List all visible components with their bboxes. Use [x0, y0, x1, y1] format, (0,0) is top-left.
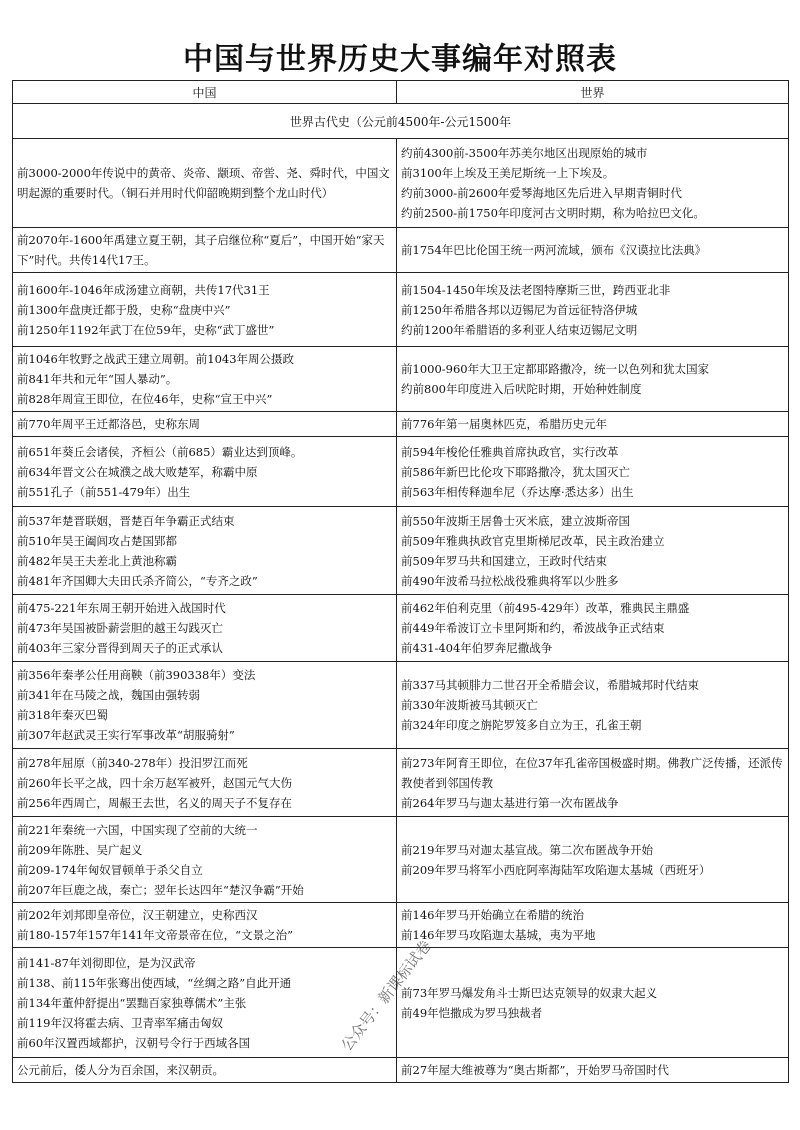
- world-event: 前1754年巴比伦国王统一两河流域，颁布《汉谟拉比法典》: [401, 243, 707, 257]
- world-event: 前1000-960年大卫王定都耶路撒冷，统一以色列和犹太国家: [401, 362, 710, 376]
- world-event: 前449年希波订立卡里阿斯和约，希波战争正式结束: [401, 621, 665, 635]
- china-event: 前134年董仲舒提出“罢黜百家独尊儒术”主张: [17, 995, 247, 1010]
- china-event: 前828年周宣王即位，在位46年，史称“宣王中兴”: [17, 392, 273, 406]
- world-event: 前264年罗马与迦太基进行第一次布匿战争: [401, 795, 619, 810]
- china-event: 前475-221年东周王朝开始进入战国时代: [17, 601, 226, 615]
- world-event: 前594年梭伦任雅典首席执政官，实行改革: [401, 444, 619, 459]
- world-event: 前550年波斯王居鲁士灭米底，建立波斯帝国: [401, 513, 630, 528]
- world-event: 前49年恺撒成为罗马独裁者: [401, 1005, 543, 1020]
- world-cell: [397, 507, 789, 595]
- table-row: [13, 749, 789, 817]
- world-event: 前509年雅典执政官克里斯梯尼改革，民主政治建立: [401, 533, 665, 548]
- china-event: 前403年三家分晋得到周天子的正式承认: [17, 641, 223, 655]
- era-label: 世界古代史（公元前4500年-公元1500年: [13, 104, 789, 139]
- china-event: 前482年吴王夫差北上黄池称霸: [17, 553, 177, 568]
- china-event: 前207年巨鹿之战，秦亡；翌年长达四年“楚汉争霸”开始: [17, 882, 304, 897]
- china-cell: [13, 347, 397, 412]
- china-cell: [13, 662, 397, 749]
- china-event: 前770年周平王迁都洛邑，史称东周: [17, 417, 200, 431]
- china-event: 前537年楚晋联姻，晋楚百年争霸正式结束: [17, 513, 235, 528]
- world-event: 前563年相传释迦牟尼（乔达摩·悉达多）出生: [401, 484, 634, 499]
- world-event: 前509年罗马共和国建立，王政时代结束: [401, 553, 607, 568]
- china-event: 前209年陈胜、吴广起义: [17, 842, 143, 857]
- world-event: 前586年新巴比伦攻下耶路撒冷，犹太国灭亡: [401, 464, 630, 479]
- table-row: [13, 347, 789, 412]
- world-event: 前73年罗马爆发角斗士斯巴达克领导的奴隶大起义: [401, 985, 658, 1000]
- world-cell: [397, 347, 789, 412]
- china-event: 前138、前115年张骞出使西域，“丝绸之路”自此开通: [17, 975, 292, 990]
- table-row: [13, 662, 789, 749]
- world-cell: [397, 595, 789, 662]
- china-event: 前221年秦统一六国，中国实现了空前的大统一: [17, 822, 258, 837]
- china-event: 前551孔子（前551-479年）出生: [17, 484, 191, 499]
- world-cell: [397, 948, 789, 1058]
- china-event: 前841年共和元年“国人暴动”。: [17, 372, 178, 386]
- china-event: 前3000-2000年传说中的黄帝、炎帝、颛顼、帝喾、尧、舜时代，中国文明起源的重要时代。（铜石并用时代仰韶晚期到整个龙山时代）: [17, 166, 390, 200]
- world-cell: [397, 662, 789, 749]
- china-cell: [13, 507, 397, 595]
- china-cell: [13, 749, 397, 817]
- world-cell: [397, 228, 789, 273]
- page-title: 中国与世界历史大事编年对照表: [183, 42, 617, 77]
- china-cell: [13, 273, 397, 347]
- table-row: [13, 139, 789, 228]
- world-event: 约前4300前-3500年苏美尔地区出现原始的城市: [401, 146, 648, 160]
- china-event: 前651年葵丘会诸侯，齐桓公（前685）霸业达到顶峰。: [17, 444, 303, 459]
- china-cell: [13, 817, 397, 903]
- china-cell: [13, 412, 397, 437]
- china-event: 前256年西周亡，周赧王去世，名义的周天子不复存在: [17, 795, 292, 810]
- column-header-world: 世界: [397, 81, 789, 104]
- china-event: 前473年吴国被卧薪尝胆的越王勾践灭亡: [17, 621, 223, 635]
- world-event: 前3100年上埃及王美尼斯统一上下埃及。: [401, 166, 615, 180]
- china-event: 前1300年盘庚迁都于殷，史称“盘庚中兴”: [17, 302, 231, 317]
- world-event: 约前3000-前2600年爱琴海地区先后进入早期青铜时代: [401, 186, 682, 200]
- world-event: 前146年罗马攻陷迦太基城，夷为平地: [401, 928, 596, 942]
- world-event: 前330年波斯被马其顿灭亡: [401, 698, 538, 712]
- world-event: 前273年阿育王即位，在位37年孔雀帝国极盛时期。佛教广泛传播，还派传教使者到邻国传教: [401, 755, 783, 790]
- table-row: [13, 412, 789, 437]
- world-event: 前209年罗马将军小西庇阿率海陆军攻陷迦太基城（西班牙）: [401, 862, 711, 877]
- china-event: 前202年刘邦即皇帝位，汉王朝建立，史称西汉: [17, 908, 258, 922]
- table-row: [13, 273, 789, 347]
- world-cell: [397, 273, 789, 347]
- china-cell: [13, 595, 397, 662]
- world-event: 前462年伯利克里（前495-429年）改革，雅典民主鼎盛: [401, 601, 690, 615]
- china-event: 前634年晋文公在城濮之战大败楚军，称霸中原: [17, 464, 258, 479]
- china-event: 前141-87年刘彻即位，是为汉武帝: [17, 955, 196, 970]
- world-event: 前146年罗马开始确立在希腊的统治: [401, 908, 584, 922]
- china-cell: [13, 139, 397, 228]
- world-cell: [397, 437, 789, 507]
- china-cell: [13, 903, 397, 948]
- table-row: [13, 228, 789, 273]
- china-cell: [13, 437, 397, 507]
- era-row: [13, 104, 789, 139]
- world-cell: [397, 412, 789, 437]
- china-event: 前119年汉将霍去病、卫青率军痛击匈奴: [17, 1015, 223, 1030]
- china-cell: [13, 228, 397, 273]
- world-event: 前27年屋大维被尊为“奥古斯都”，开始罗马帝国时代: [401, 1063, 669, 1077]
- table-row: [13, 437, 789, 507]
- china-event: 前180-157年157年141年文帝景帝在位，“文景之治”: [17, 928, 293, 942]
- china-cell: [13, 1058, 397, 1083]
- table-row: [13, 507, 789, 595]
- world-cell: [397, 139, 789, 228]
- china-event: 前1046年牧野之战武王建立周朝。前1043年周公摄政: [17, 352, 295, 366]
- world-event: 前1504-1450年埃及法老图特摩斯三世，跨西亚北非: [401, 282, 671, 297]
- world-event: 前337马其顿腓力二世召开全希腊会议，希腊城邦时代结束: [401, 678, 699, 692]
- table-row: [13, 1058, 789, 1083]
- header-row: [13, 81, 789, 104]
- china-event: 公元前后，倭人分为百余国，来汉朝贡。: [17, 1063, 224, 1077]
- table-row: [13, 595, 789, 662]
- china-event: 前260年长平之战，四十余万赵军被歼，赵国元气大伤: [17, 775, 292, 790]
- world-cell: [397, 1058, 789, 1083]
- china-event: 前2070年-1600年禹建立夏王朝，其子启继位称“夏后”，中国开始“家天下”时代。共传14代17王。: [17, 233, 385, 267]
- world-event: 前431-404年伯罗奔尼撒战争: [401, 641, 553, 655]
- world-event: 前490年波希马拉松战役雅典将军以少胜多: [401, 573, 619, 588]
- china-event: 前1250年1192年武丁在位59年，史称“武丁盛世”: [17, 322, 275, 337]
- world-cell: [397, 903, 789, 948]
- world-event: 前1250年希腊各邦以迈锡尼为首远征特洛伊城: [401, 302, 638, 317]
- china-event: 前341年在马陵之战，魏国由强转弱: [17, 688, 200, 702]
- china-event: 前307年赵武灵王实行军事改革“胡服骑射”: [17, 728, 235, 742]
- world-event: 约前2500-前1750年印度河古文明时期，称为哈拉巴文化。: [401, 206, 705, 220]
- china-event: 前278年屈原（前340-278年）投汨罗江而死: [17, 755, 248, 770]
- world-event: 前324年印度之旃陀罗笈多自立为王，孔雀王朝: [401, 718, 642, 732]
- table-row: [13, 903, 789, 948]
- china-event: 前318年秦灭巴蜀: [17, 708, 108, 722]
- world-event: 约前1200年希腊语的多利亚人结束迈锡尼文明: [401, 322, 638, 337]
- china-event: 前209-174年匈奴冒顿单于杀父自立: [17, 862, 203, 877]
- world-event: 前776年第一届奥林匹克，希腊历史元年: [401, 417, 607, 431]
- china-event: 前481年齐国卿大夫田氏杀齐简公，“专齐之政”: [17, 573, 258, 588]
- china-event: 前60年汉置西域都护，汉朝号令行于西域各国: [17, 1035, 251, 1050]
- column-header-china: 中国: [13, 81, 397, 104]
- world-event: 约前800年印度进入后吠陀时期，开始种姓制度: [401, 382, 642, 396]
- chronology-table: [12, 80, 789, 1083]
- china-event: 前1600年-1046年成汤建立商朝，共传17代31王: [17, 282, 270, 297]
- world-cell: [397, 749, 789, 817]
- world-event: 前219年罗马对迦太基宣战。第二次布匿战争开始: [401, 842, 653, 857]
- table-row: [13, 817, 789, 903]
- world-cell: [397, 817, 789, 903]
- china-event: 前510年吴王阖闾攻占楚国郢都: [17, 533, 177, 548]
- china-event: 前356年秦孝公任用商鞅（前390338年）变法: [17, 668, 256, 682]
- watermark-text: 公众号：新课标试卷: [337, 936, 435, 1055]
